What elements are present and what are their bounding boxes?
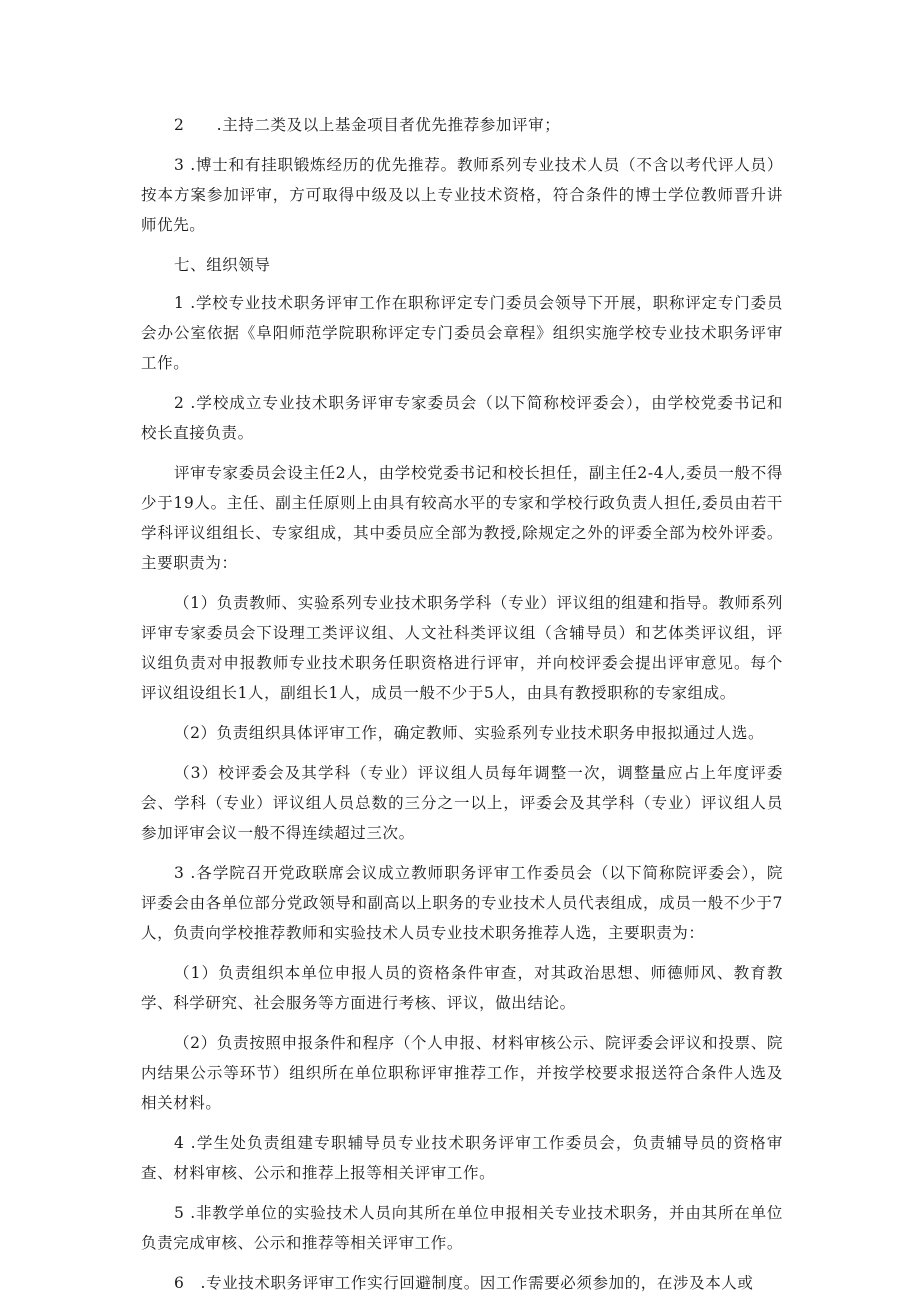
paragraph-college-duty-1: （1）负责组织本单位申报人员的资格条件审查，对其政治思想、师德师风、教育教学、科学研究、社会服务等方面进行考核、评议，做出结论。 xyxy=(141,964,783,1012)
paragraph-duty-2: （2）负责组织具体评审工作，确定教师、实验系列专业技术职务申报拟通过人选。 xyxy=(174,724,765,742)
document-page xyxy=(141,110,783,1308)
paragraph-committee-composition: 评审专家委员会设主任2人，由学校党委书记和校长担任，副主任2-4人,委员一般不得少于19人。主任、副主任原则上由具有较高水平的专家和学校行政负责人担任,委员由若干学科评议组组长、专家组成，其中委员应全部为教授,除规定之外的评委全部为校外评委。主要职责为： xyxy=(141,464,783,572)
paragraph-item-1: 1 .学校专业技术职务评审工作在职称评定专门委员会领导下开展，职称评定专门委员会办公室依据《阜阳师范学院职称评定专门委员会章程》组织实施学校专业技术职务评审工作。 xyxy=(141,294,783,372)
paragraph-item-3: 3 .各学院召开党政联席会议成立教师职务评审工作委员会（以下简称院评委会），院评委会由各单位部分党政领导和副高以上职务的专业技术人员代表组成，成员一般不少于7人，负责向学校推荐教师和实验技术人员专业技术职务推荐人选，主要职责为： xyxy=(141,864,783,942)
paragraph-priority-doctor: 3 .博士和有挂职锻炼经历的优先推荐。教师系列专业技术人员（不含以考代评人员）按本方案参加评审，方可取得中级及以上专业技术资格，符合条件的博士学位教师晋升讲师优先。 xyxy=(141,156,783,234)
paragraph-item-2: 2 .学校成立专业技术职务评审专家委员会（以下简称校评委会），由学校党委书记和校长直接负责。 xyxy=(141,394,783,442)
paragraph-college-duty-2: （2）负责按照申报条件和程序（个人申报、材料审核公示、院评委会评议和投票、院内结果公示等环节）组织所在单位职称评审推荐工作，并按学校要求报送符合条件人选及相关材料。 xyxy=(141,1034,783,1112)
paragraph-item-5: 5 .非教学单位的实验技术人员向其所在单位申报相关专业技术职务，并由其所在单位负责完成审核、公示和推荐等相关评审工作。 xyxy=(141,1204,783,1252)
section-heading-organization: 七、组织领导 xyxy=(174,256,271,274)
paragraph-duty-1: （1）负责教师、实验系列专业技术职务学科（专业）评议组的组建和指导。教师系列评审专家委员会下设理工类评议组、人文社科类评议组（含辅导员）和艺体类评议组，评议组负责对申报教师专业技术职务任职资格进行评审，并向校评委会提出评审意见。每个评议组设组长1人，副组长1人，成员一般不少于5人，由具有教授职称的专家组成。 xyxy=(141,594,783,702)
paragraph-priority-fund: 2 .主持二类及以上基金项目者优先推荐参加评审； xyxy=(174,116,561,134)
paragraph-item-6: 6 .专业技术职务评审工作实行回避制度。因工作需要必须参加的，在涉及本人或 xyxy=(174,1274,754,1292)
paragraph-item-4: 4 .学生处负责组建专职辅导员专业技术职务评审工作委员会，负责辅导员的资格审查、材料审核、公示和推荐上报等相关评审工作。 xyxy=(141,1134,783,1182)
paragraph-duty-3: （3）校评委会及其学科（专业）评议组人员每年调整一次，调整量应占上年度评委会、学科（专业）评议组人员总数的三分之一以上，评委会及其学科（专业）评议组人员参加评审会议一般不得连续超过三次。 xyxy=(141,764,783,842)
